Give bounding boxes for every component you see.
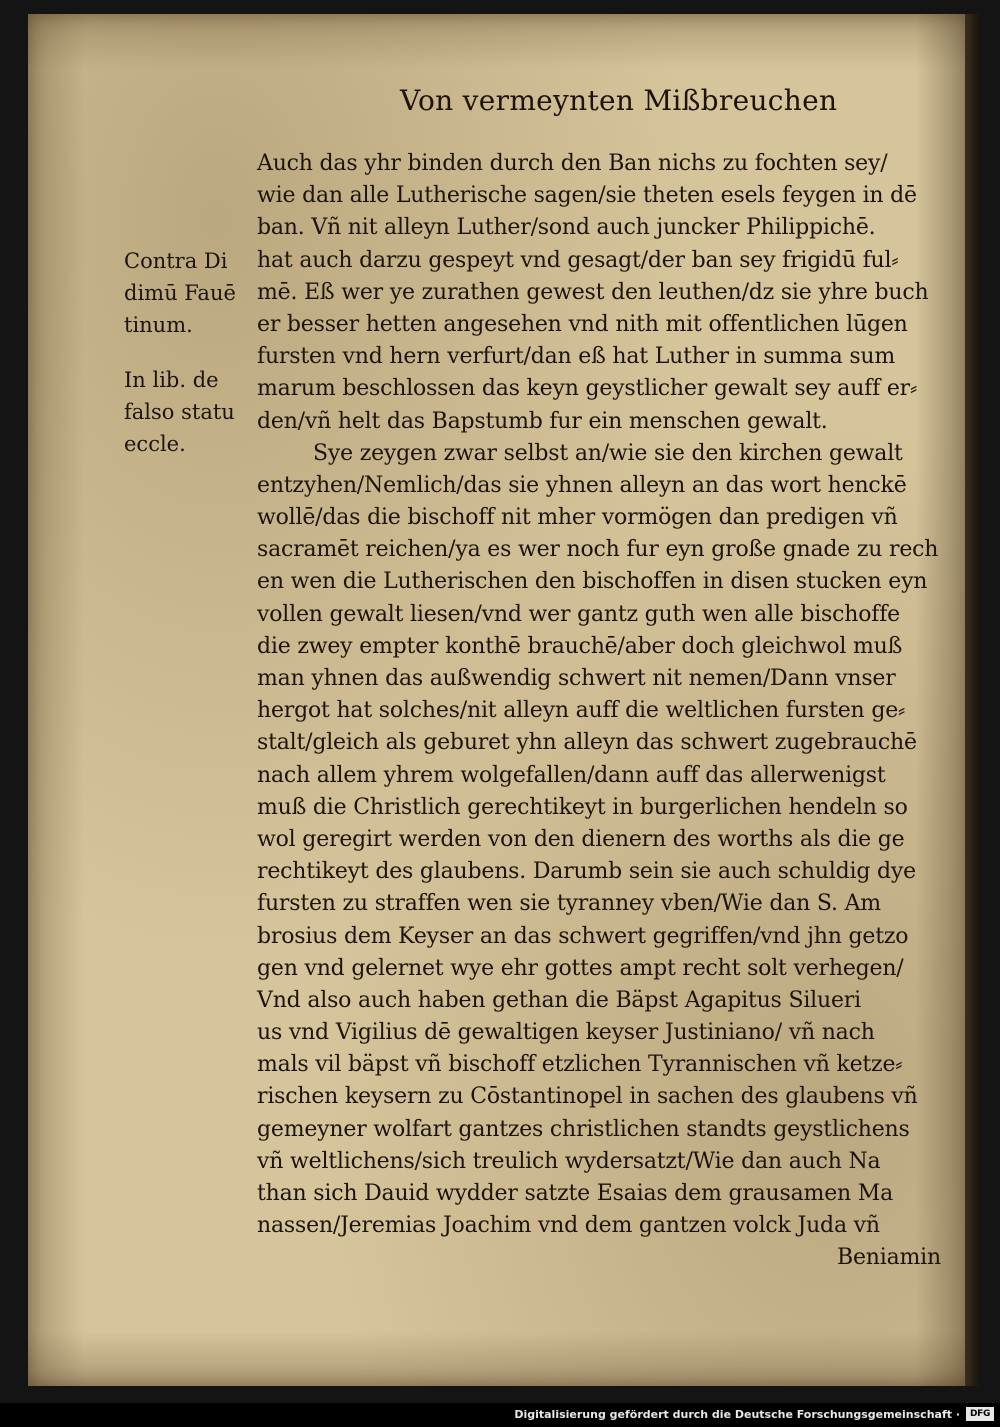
text-line: vñ weltlichens/sich treulich wydersatzt/Wie dan auch Na [257, 1148, 881, 1174]
text-line: die zwey empter konthē brauchē/aber doch gleichwol muß [257, 633, 903, 659]
text-line: sacramēt reichen/ya es wer noch fur eyn große gnade zu rech [257, 537, 939, 563]
margin-note-line: falso statu [124, 400, 235, 425]
text-line: brosius dem Keyser an das schwert gegriffen/vnd jhn getzo [257, 923, 909, 949]
margin-note-de-falso-statu [124, 364, 235, 461]
text-line: gemeyner wolfart gantzes christlichen standts geystlichens [257, 1116, 910, 1142]
text-line: hat auch darzu gespeyt vnd gesagt/der ban sey frigidū ful⸗ [257, 247, 899, 273]
running-head: Von vermeynten Mißbreuchen [400, 84, 838, 117]
text-line: ban. Vñ nit alleyn Luther/sond auch juncker Philippichē. [257, 215, 876, 241]
margin-note-line: eccle. [124, 432, 186, 457]
text-line: gen vnd gelernet wye ehr gottes ampt recht solt verhegen/ [257, 955, 904, 981]
text-line: mals vil bäpst vñ bischoff etzlichen Tyrannischen vñ ketze⸗ [257, 1052, 903, 1078]
text-line: wie dan alle Lutherische sagen/sie theten esels feygen in dē [257, 183, 917, 209]
text-line: mē. Eß wer ye zurathen gewest den leuthen/dz sie yhre buch [257, 279, 929, 305]
catchword: Beniamin [837, 1245, 941, 1271]
margin-note-line: tinum. [124, 313, 193, 338]
text-line: fursten vnd hern verfurt/dan eß hat Luther in summa sum [257, 344, 896, 370]
text-line: fursten zu straffen wen sie tyranney vben/Wie dan S. Am [257, 891, 881, 917]
text-line: er besser hetten angesehen vnd nith mit offentlichen lūgen [257, 311, 908, 337]
text-line: than sich Dauid wydder satzte Esaias dem grausamen Ma [257, 1181, 894, 1206]
text-line: rischen keysern zu Cōstantinopel in sachen des glaubens vñ [257, 1084, 918, 1110]
body-text [257, 148, 957, 1275]
text-line: nach allem yhrem wolgefallen/dann auff das allerwenigst [257, 762, 886, 788]
text-line: man yhnen das außwendig schwert nit nemen/Dann vnser [257, 666, 896, 691]
paragraph-start-line: Sye zeygen zwar selbst an/wie sie den kirchen gewalt [313, 440, 903, 466]
dfg-logo-icon: DFG [966, 1407, 994, 1421]
text-line: Vnd also auch haben gethan die Bäpst Agapitus Silueri [257, 987, 861, 1013]
funding-credit: Digitalisierung gefördert durch die Deutsche Forschungsgemeinschaft · [514, 1408, 960, 1421]
text-line: muß die Christlich gerechtikeyt in burgerlichen hendeln so [257, 794, 908, 820]
text-line: stalt/gleich als geburet yhn alleyn das schwert zugebrauchē [257, 730, 917, 756]
text-line: wollē/das die bischoff nit mher vormögen dan predigen vñ [257, 505, 898, 531]
text-line: hergot hat solches/nit alleyn auff die weltlichen fursten ge⸗ [257, 698, 906, 724]
text-line: entzyhen/Nemlich/das sie yhnen alleyn an das wort henckē [257, 472, 907, 498]
text-line: marum beschlossen das keyn geystlicher gewalt sey auff er⸗ [257, 376, 918, 402]
text-line: us vnd Vigilius dē gewaltigen keyser Justiniano/ vñ nach [257, 1020, 875, 1046]
text-line: en wen die Lutherischen den bischoffen in disen stucken eyn [257, 569, 928, 595]
text-line: den/vñ helt das Bapstumb fur ein menschen gewalt. [257, 408, 828, 434]
text-line: Auch das yhr binden durch den Ban nichs zu fochten sey/ [257, 151, 888, 176]
page-edge-shadow [965, 14, 979, 1386]
text-line: nassen/Jeremias Joachim vnd dem gantzen volck Juda vñ [257, 1213, 880, 1239]
text-line: vollen gewalt liesen/vnd wer gantz guth wen alle bischoffe [257, 601, 900, 627]
text-line: rechtikeyt des glaubens. Darumb sein sie auch schuldig dye [257, 859, 916, 885]
margin-note-line: dimū Fauē [124, 281, 236, 306]
margin-note-line: In lib. de [124, 368, 219, 392]
text-line: wol geregirt werden von den dienern des worths als die ge [257, 826, 905, 852]
margin-note-line: Contra Di [124, 249, 228, 273]
margin-note-contra-didimum [124, 245, 236, 342]
